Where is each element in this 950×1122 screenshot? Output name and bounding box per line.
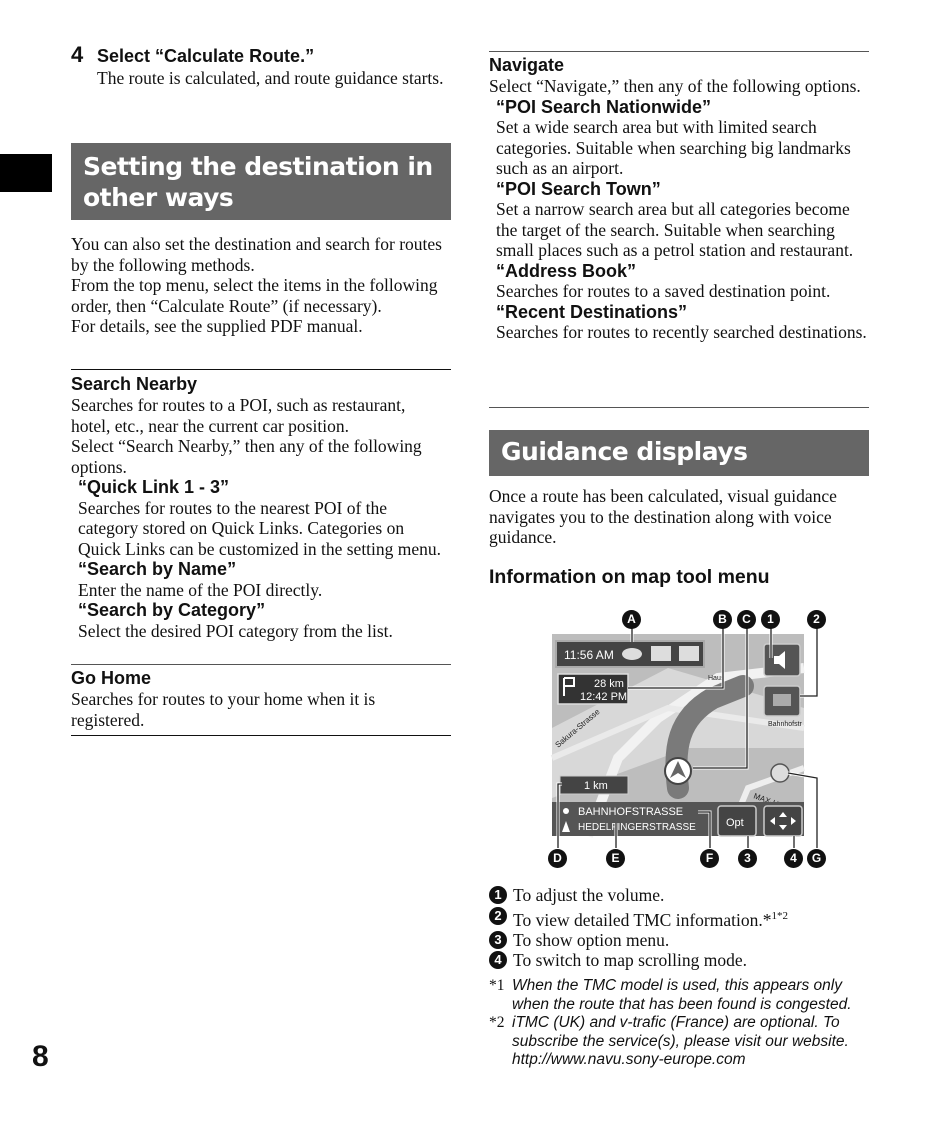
list-item <box>489 885 869 906</box>
option-title: “POI Search Town” <box>496 178 661 199</box>
section-heading-guidance-text: Guidance displays <box>501 437 748 466</box>
list-item <box>489 950 869 971</box>
go-home-title: Go Home <box>71 668 152 688</box>
legend-text: To switch to map scrolling mode. <box>513 950 748 971</box>
search-nearby-body1: Searches for routes to a POI, such as restaurant, hotel, etc., near the current car position. <box>71 395 406 436</box>
go-home-section <box>71 668 446 730</box>
step-title: Select “Calculate Route.” <box>97 46 315 66</box>
callout-d: D <box>548 849 567 868</box>
search-nearby-section <box>71 374 446 641</box>
option-title: “Search by Category” <box>78 600 266 620</box>
compass-icon <box>771 764 789 782</box>
page-number: 8 <box>32 1040 49 1073</box>
tmc-icon <box>622 648 642 660</box>
traffic-icon <box>679 646 699 661</box>
footnote-text: When the TMC model is used, this appears only when the route that has been found is congested. <box>512 977 852 1013</box>
list-item <box>489 930 869 951</box>
divider <box>71 664 451 665</box>
section-intro <box>71 234 446 337</box>
option-title: “Search by Name” <box>78 559 237 579</box>
footnote <box>489 977 869 1014</box>
option-text: Set a narrow search area but all categories become the target of the search. Suitable when searching small places such as a petrol station and restaurant. <box>496 199 854 260</box>
navigate-title: Navigate <box>489 55 565 75</box>
map-scale: 1 km <box>584 780 608 792</box>
callout-4: 4 <box>784 849 803 868</box>
callout-f: F <box>700 849 719 868</box>
navigate-section <box>489 55 869 343</box>
divider <box>71 369 451 370</box>
list-item <box>489 906 869 930</box>
map-label-haus: Haus <box>708 675 725 682</box>
map-distance: 28 km <box>594 678 624 690</box>
intro-paragraph-1: You can also set the destination and search for routes by the following methods. <box>71 234 442 275</box>
option-title: “Address Book” <box>496 260 637 281</box>
map-time: 11:56 AM <box>564 648 614 662</box>
map-figure <box>548 608 838 870</box>
navigate-body: Select “Navigate,” then any of the following options. <box>489 76 861 96</box>
option-text: Searches for routes to a saved destination point. <box>496 281 831 301</box>
option-text: Searches for routes to the nearest POI of the category stored on Quick Links. Categories on Quick Links can be customized in the setting menu. <box>78 497 442 559</box>
map-label-sakura: Sakura-Strasse <box>553 707 602 750</box>
callout-b: B <box>713 610 732 629</box>
tmc-info-icon <box>773 694 791 706</box>
footnote-text: iTMC (UK) and v-trafic (France) are optional. To subscribe the service(s), please visit our website. http://www.navu.sony-europe.com <box>512 1014 849 1068</box>
map-label-bahnhof: Bahnhofstr <box>768 721 802 728</box>
guidance-intro: Once a route has been calculated, visual guidance navigates you to the destination along with voice guidance. <box>489 486 837 547</box>
option-title: “Recent Destinations” <box>496 301 688 322</box>
step-number: 4 <box>71 42 84 67</box>
option-title: “POI Search Nationwide” <box>496 96 712 117</box>
callout-3: 3 <box>738 849 757 868</box>
callout-1: 1 <box>761 610 780 629</box>
divider <box>71 735 451 736</box>
legend-list <box>489 885 869 971</box>
legend-text: To show option menu. <box>513 929 670 950</box>
option-text: Enter the name of the POI directly. <box>78 579 323 600</box>
legend-text: To adjust the volume. <box>513 885 665 905</box>
intro-paragraph-3: For details, see the supplied PDF manual. <box>71 316 363 336</box>
legend-footnote-ref: 1*2 <box>771 909 788 922</box>
section-heading-destination <box>71 143 451 220</box>
legend-number: 4 <box>489 951 507 969</box>
callout-2: 2 <box>807 610 826 629</box>
option-text: Searches for routes to recently searched destinations. <box>496 322 867 342</box>
map-figure-svg <box>548 608 838 870</box>
legend-number: 2 <box>489 907 507 925</box>
legend-number: 1 <box>489 886 507 904</box>
callout-a: A <box>622 610 641 629</box>
callout-g: G <box>807 849 826 868</box>
footnote-mark: *2 <box>489 1014 505 1031</box>
section-heading-destination-text: Setting the destination in other ways <box>83 152 433 212</box>
option-text: Select the desired POI category from the list. <box>78 620 393 641</box>
map-eta: 12:42 PM <box>580 691 628 703</box>
intro-paragraph-2: From the top menu, select the items in the following order, then “Calculate Route” (if necessary). <box>71 275 438 316</box>
footnote-mark: *1 <box>489 977 505 994</box>
chapter-tab-marker <box>0 154 52 192</box>
map-tool-title: Information on map tool menu <box>489 566 770 588</box>
callout-c: C <box>737 610 756 629</box>
footnote <box>489 1014 869 1070</box>
step-body: The route is calculated, and route guidance starts. <box>97 68 444 88</box>
footnotes <box>489 977 869 1070</box>
option-title: “Quick Link 1 - 3” <box>78 477 230 497</box>
search-nearby-body2: Select “Search Nearby,” then any of the following options. <box>71 436 422 477</box>
search-nearby-title: Search Nearby <box>71 374 198 394</box>
callout-e: E <box>606 849 625 868</box>
legend-text: To view detailed TMC information.* <box>513 909 772 930</box>
battery-icon <box>651 646 671 661</box>
option-text: Set a wide search area but with limited search categories. Suitable when searching big landmarks such as an airport. <box>496 117 851 178</box>
divider <box>489 51 869 52</box>
section-heading-guidance <box>489 430 869 476</box>
divider <box>489 407 869 408</box>
option-button-label: Opt <box>726 817 744 829</box>
map-street2: HEDELFINGERSTRASSE <box>578 822 696 833</box>
legend-number: 3 <box>489 931 507 949</box>
map-scroll-button[interactable] <box>764 806 802 836</box>
go-home-body: Searches for routes to your home when it is registered. <box>71 689 376 730</box>
map-street1: BAHNHOFSTRASSE <box>578 806 684 818</box>
